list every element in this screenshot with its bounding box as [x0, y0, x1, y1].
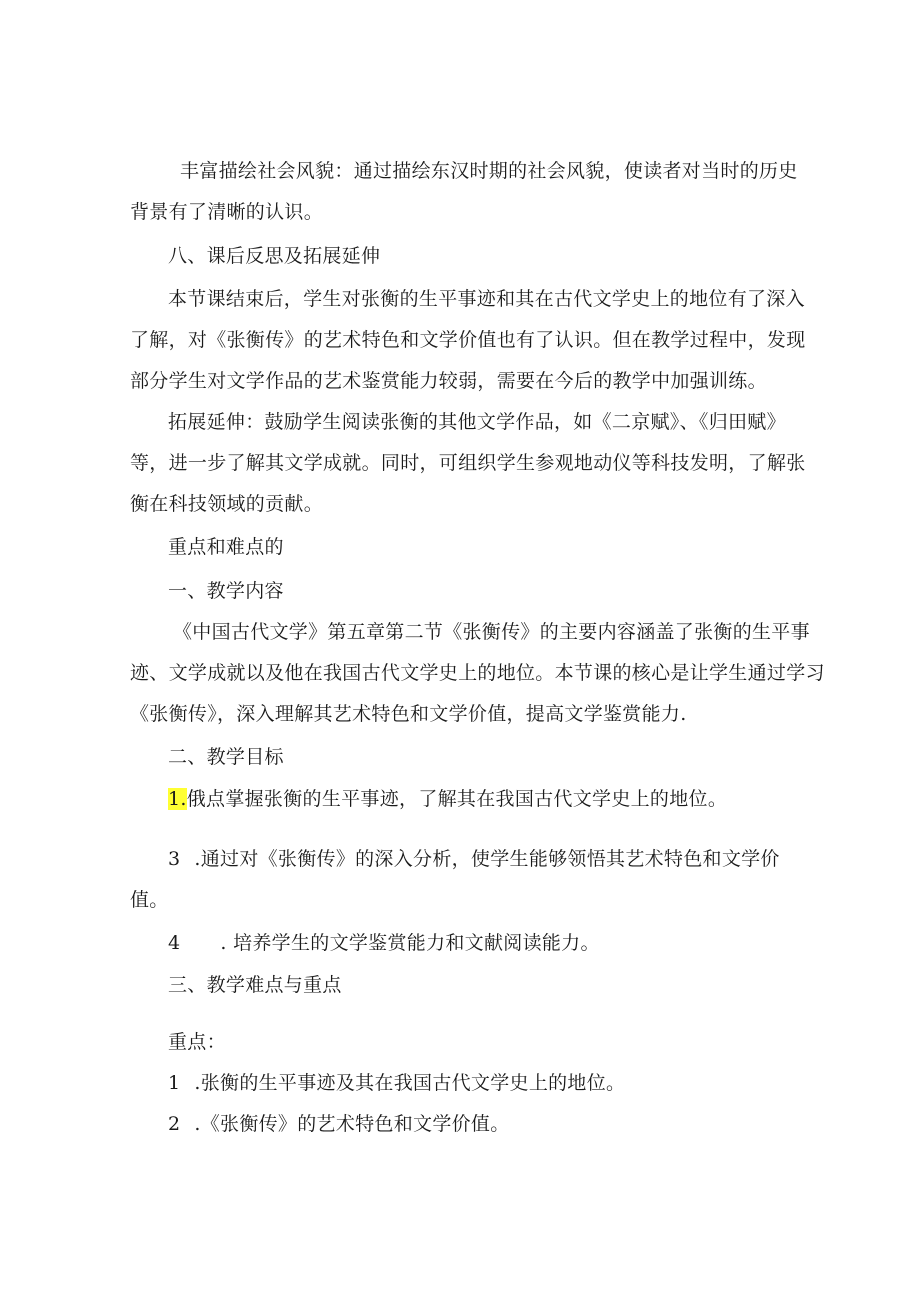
goal-item-1 — [168, 786, 727, 812]
goal-text: .通过对《张衡传》的深入分析，使学生能够领悟其艺术特色和文学价 — [194, 848, 780, 870]
key-label: 重点： — [168, 1031, 226, 1053]
paragraph-line: 拓展延伸：鼓励学生阅读张衡的其他文学作品，如《二京赋》、《归田赋》 — [168, 411, 786, 433]
section-heading: 一、教学内容 — [168, 580, 284, 602]
paragraph-line: 《张衡传》，深入理解其艺术特色和文学价值，提高文学鉴赏能力. — [130, 703, 687, 725]
goal-text-continued: 值。 — [130, 889, 169, 911]
section-heading: 八、课后反思及拓展延伸 — [168, 245, 381, 267]
paragraph-line: 丰富描绘社会风貌：通过描绘东汉时期的社会风貌，使读者对当时的历史 — [180, 160, 798, 182]
key-text: .张衡的生平事迹及其在我国古代文学史上的地位。 — [194, 1072, 626, 1094]
paragraph-line: 背景有了清晰的认识。 — [130, 201, 324, 223]
paragraph-line: 部分学生对文学作品的艺术鉴赏能力较弱，需要在今后的教学中加强训练。 — [130, 370, 767, 392]
goal-number: 4 — [168, 932, 181, 954]
paragraph-line: 本节课结束后，学生对张衡的生平事迹和其在古代文学史上的地位有了深入 — [168, 288, 805, 310]
paragraph-line: 等，进一步了解其文学成就。同时，可组织学生参观地动仪等科技发明，了解张 — [130, 452, 806, 474]
key-number: 1 — [168, 1072, 181, 1094]
paragraph-line: 衡在科技领域的贡献。 — [130, 493, 324, 515]
goal-item-4 — [168, 930, 600, 956]
key-item-1 — [168, 1070, 625, 1096]
paragraph-line: 迹、文学成就以及他在我国古代文学史上的地位。本节课的核心是让学生通过学习 — [130, 662, 825, 684]
highlighted-number: 1. — [168, 788, 187, 810]
goal-number: 3 — [168, 848, 181, 870]
section-heading: 二、教学目标 — [168, 746, 284, 768]
key-number: 2 — [168, 1113, 181, 1135]
goal-text: . 培养学生的文学鉴赏能力和文献阅读能力。 — [220, 932, 600, 954]
key-text: .《张衡传》的艺术特色和文学价值。 — [194, 1113, 510, 1135]
paragraph-line: 《中国古代文学》第五章第二节《张衡传》的主要内容涵盖了张衡的生平事 — [173, 621, 810, 643]
paragraph-line: 了解，对《张衡传》的艺术特色和文学价值也有了认识。但在教学过程中，发现 — [130, 329, 806, 351]
goal-item-3 — [168, 846, 780, 872]
key-item-2 — [168, 1111, 510, 1137]
goal-text: 俄点掌握张衡的生平事迹，了解其在我国古代文学史上的地位。 — [186, 788, 728, 810]
section-heading: 三、教学难点与重点 — [168, 974, 342, 996]
sub-title: 重点和难点的 — [168, 536, 284, 558]
